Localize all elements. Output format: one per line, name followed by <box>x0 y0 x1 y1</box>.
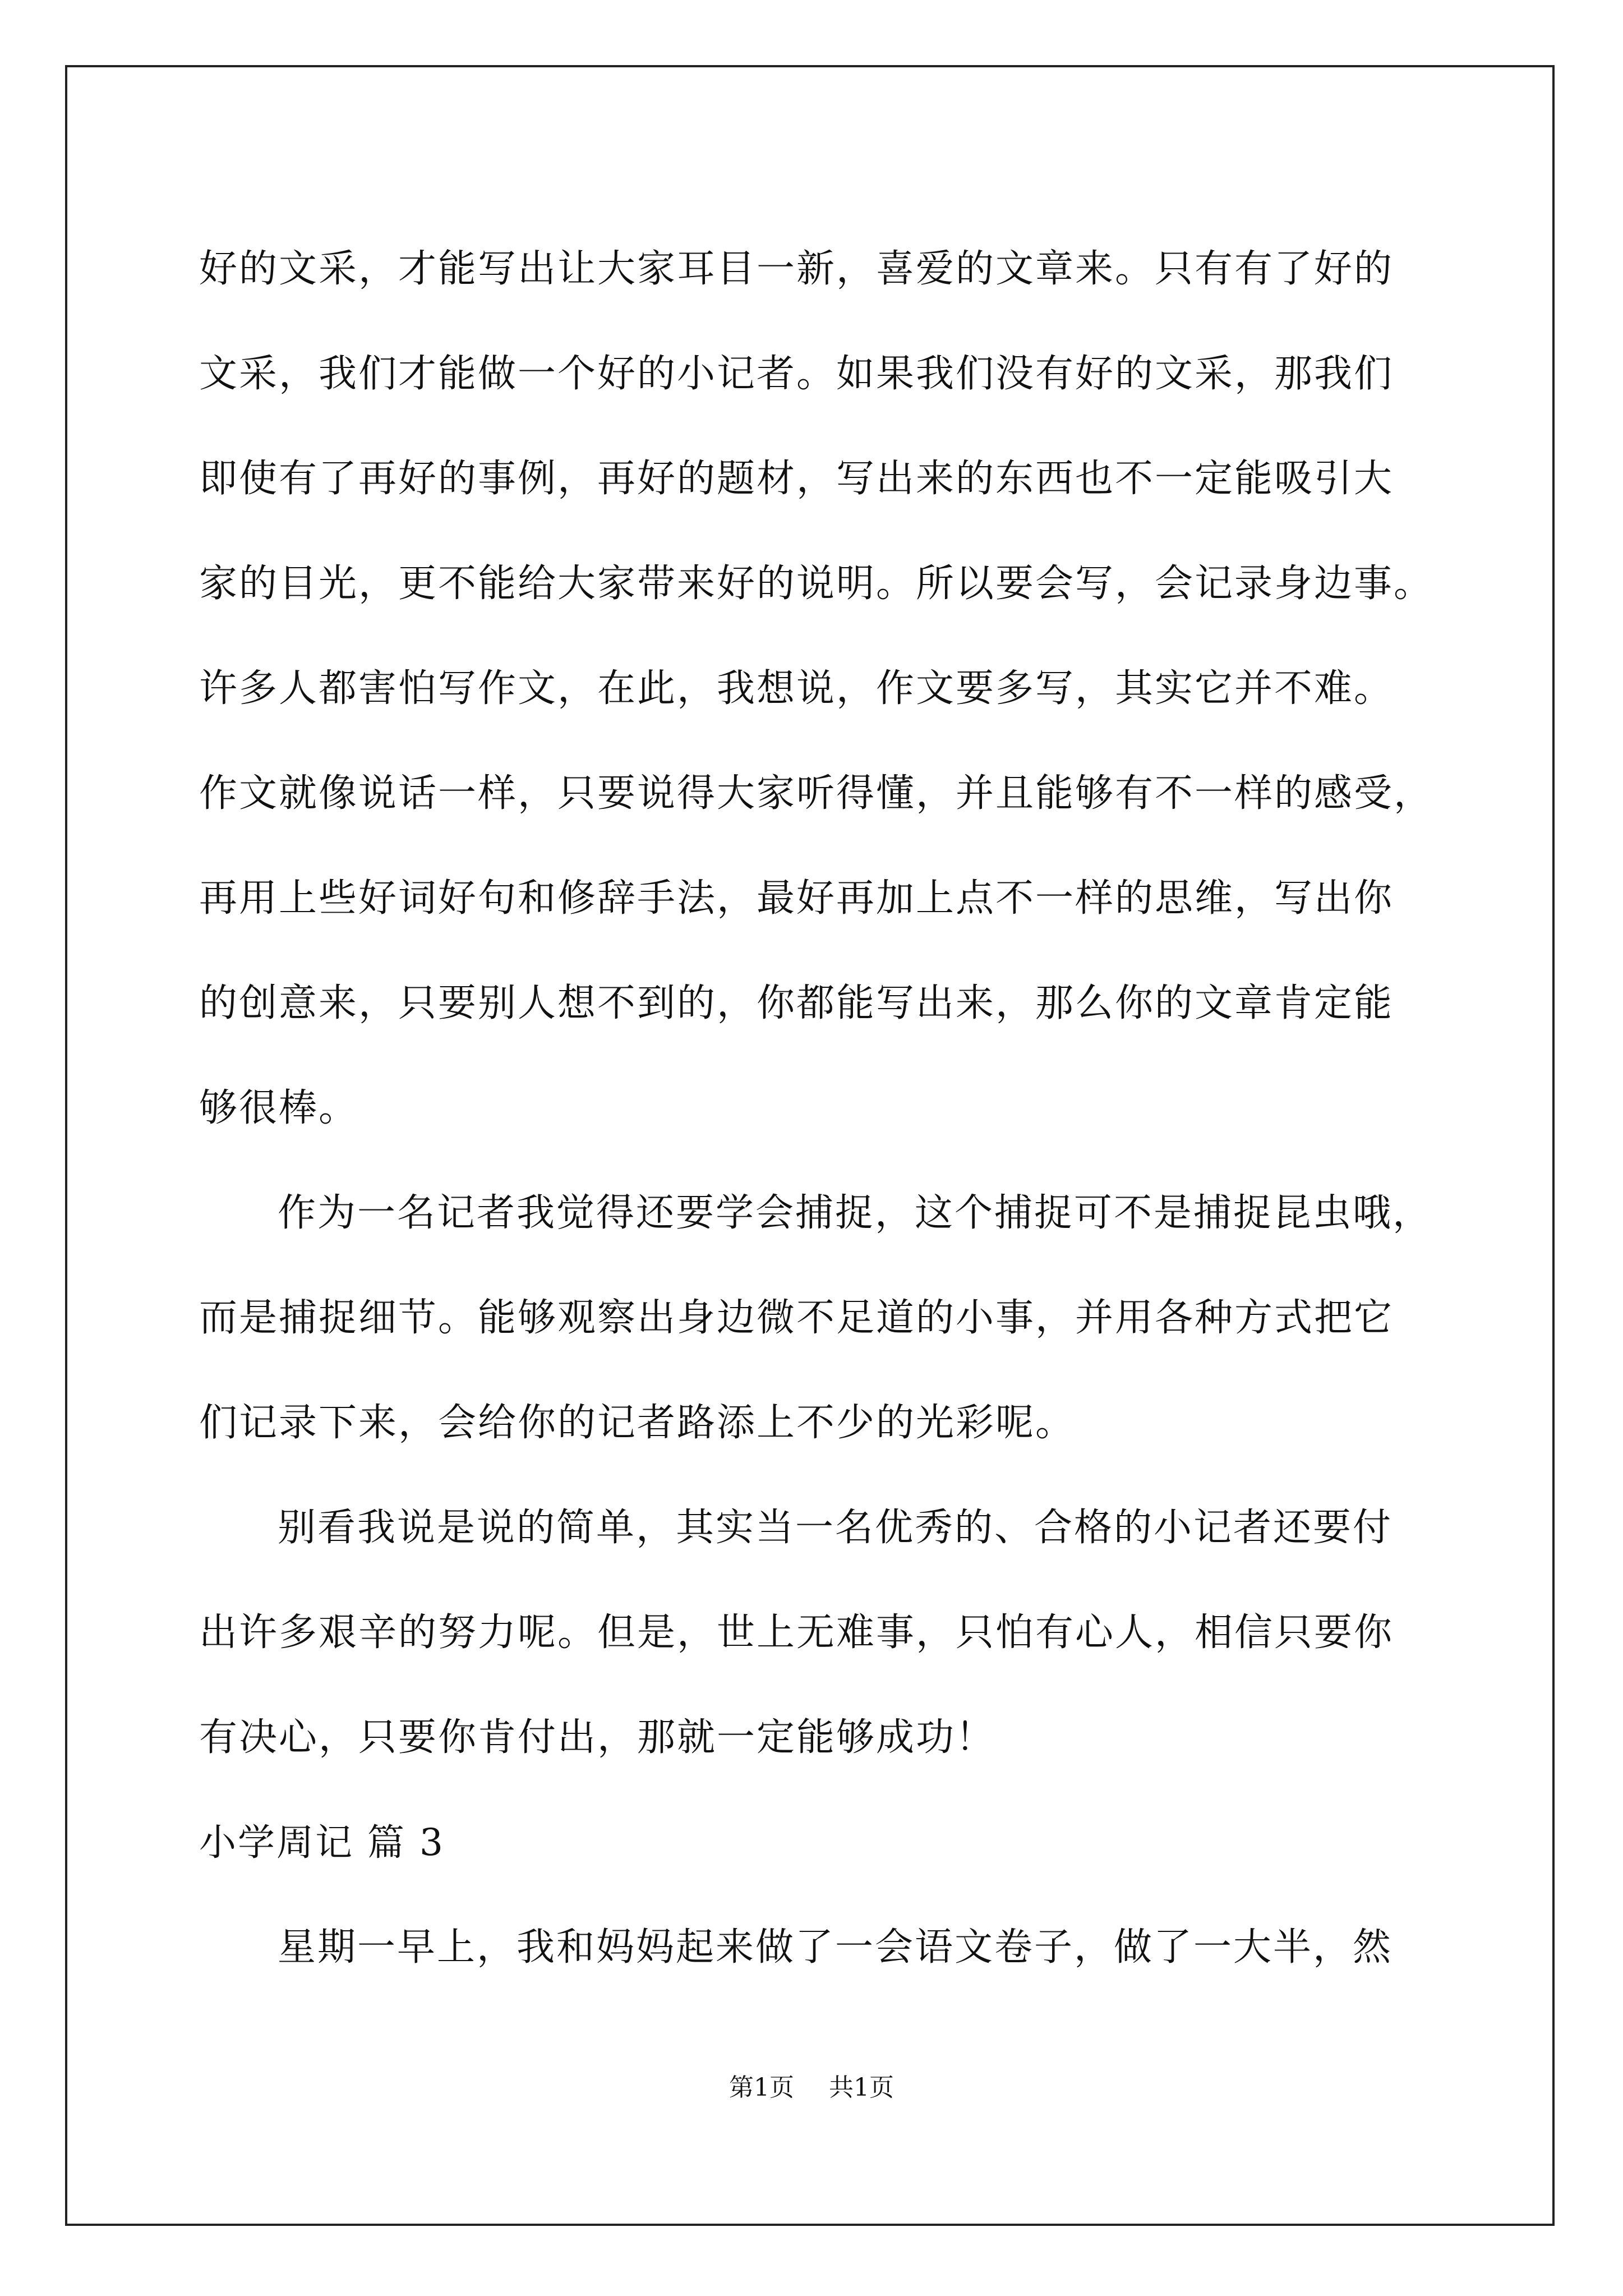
text-line: 的创意来，只要别人想不到的，你都能写出来，那么你的文章肯定能 <box>199 981 1394 1025</box>
page-number-total: 共1页 <box>829 2073 894 2102</box>
text-line: 家的目光，更不能给大家带来好的说明。所以要会写，会记录身边事。 <box>199 562 1434 606</box>
text-line: 好的文采，才能写出让大家耳目一新，喜爱的文章来。只有有了好的 <box>199 247 1394 291</box>
text-line: 够很棒。 <box>199 1086 359 1130</box>
text-line: 作文就像说话一样，只要说得大家听得懂，并且能够有不一样的感受， <box>199 771 1434 816</box>
text-line: 再用上些好词好句和修辞手法，最好再加上点不一样的思维，写出你 <box>199 876 1394 921</box>
page-number-current: 第1页 <box>729 2073 794 2102</box>
document-body <box>199 213 1447 1996</box>
text-line: 文采，我们才能做一个好的小记者。如果我们没有好的文采，那我们 <box>199 352 1394 396</box>
paragraph-start-line: 星期一早上，我和妈妈起来做了一会语文卷子，做了一大半，然 <box>278 1925 1393 1970</box>
section-heading: 小学周记 篇 3 <box>199 1821 445 1864</box>
text-line: 有决心，只要你肯付出，那就一定能够成功！ <box>199 1715 996 1760</box>
text-line: 们记录下来，会给你的记者路添上不少的光彩呢。 <box>199 1401 1076 1445</box>
paragraph-start-line: 作为一名记者我觉得还要学会捕捉，这个捕捉可不是捕捉昆虫哦， <box>278 1191 1433 1235</box>
text-line: 即使有了再好的事例，再好的题材，写出来的东西也不一定能吸引大 <box>199 457 1394 501</box>
text-line: 出许多艰辛的努力呢。但是，世上无难事，只怕有心人，相信只要你 <box>199 1611 1394 1655</box>
text-line: 而是捕捉细节。能够观察出身边微不足道的小事，并用各种方式把它 <box>199 1296 1394 1340</box>
page-footer <box>0 2067 1623 2103</box>
text-line: 许多人都害怕写作文，在此，我想说，作文要多写，其实它并不难。 <box>199 666 1394 711</box>
paragraph-start-line: 别看我说是说的简单，其实当一名优秀的、合格的小记者还要付 <box>278 1506 1393 1550</box>
